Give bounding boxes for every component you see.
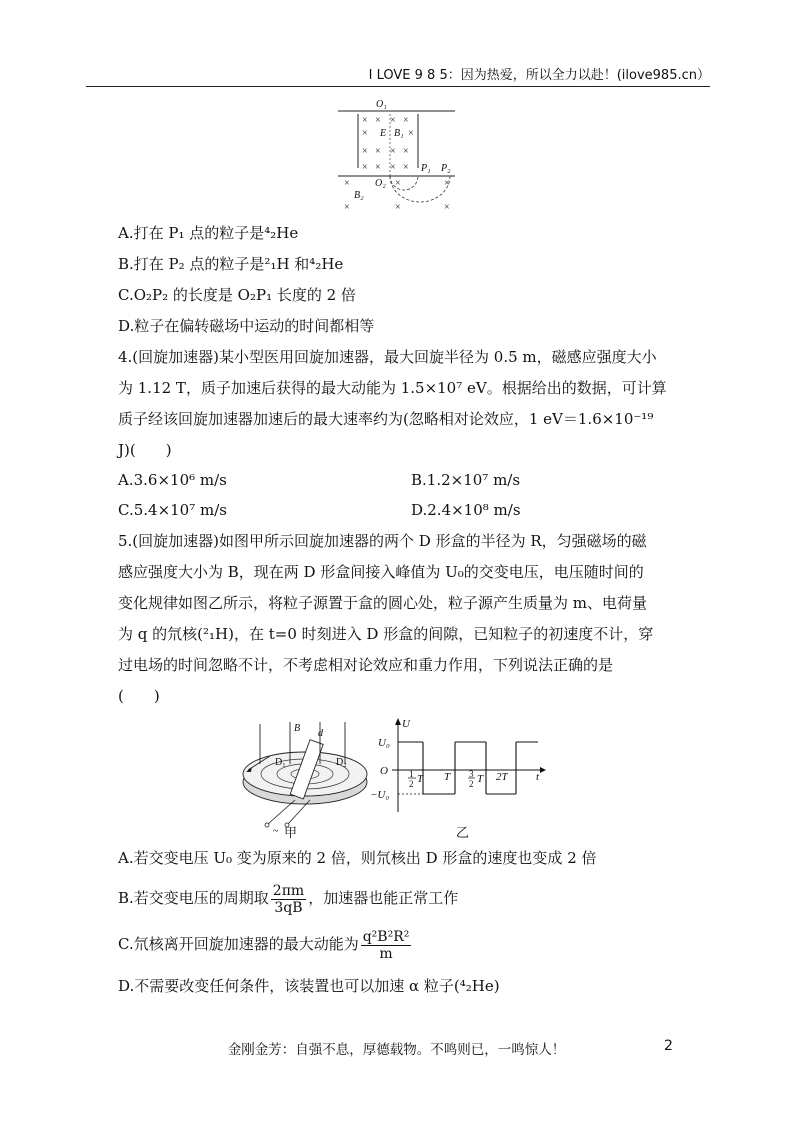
- cross-mark: ×: [403, 162, 409, 173]
- label-e: E: [380, 128, 387, 139]
- fraction-2pim-3qb: [271, 883, 306, 916]
- cross-mark: ×: [403, 115, 409, 126]
- tick-u0: U₀: [378, 737, 390, 749]
- q4-option-c: C.5.4×10⁷ m/s: [118, 501, 227, 519]
- cross-mark: ×: [344, 202, 350, 213]
- label-b: B: [294, 723, 301, 734]
- cross-mark: ×: [444, 178, 450, 189]
- fraction-numerator: 2πm: [272, 882, 305, 899]
- figure-caption-jia: 甲: [284, 826, 298, 841]
- voltage-time-graph: [368, 716, 548, 816]
- label-d: d: [318, 728, 323, 739]
- q4-stem-line4: J)( ): [118, 441, 172, 459]
- q5-option-c: [118, 926, 413, 962]
- label-p1: P₁: [421, 163, 431, 174]
- tick-threehalf-den: 2: [469, 779, 474, 789]
- q4-option-b: B.1.2×10⁷ m/s: [411, 471, 521, 489]
- q3-option-b: B.打在 P₂ 点的粒子是²₁H 和⁴₂He: [118, 255, 344, 273]
- axis-label-t: t: [536, 771, 540, 783]
- q5-option-b-text: B.若交变电压的周期取: [118, 889, 269, 907]
- cross-mark: ×: [362, 115, 368, 126]
- label-b2: B₂: [354, 190, 364, 201]
- q5-stem-line4: 为 q 的氘核(²₁H)，在 t=0 时刻进入 D 形盒的间隙，已知粒子的初速度不计，穿: [118, 625, 654, 643]
- q4-stem-line3: 质子经该回旋加速器加速后的最大速率约为(忽略相对论效应，1 eV＝1.6×10⁻¹⁹: [118, 410, 654, 428]
- cross-mark: ×: [375, 146, 381, 157]
- q4-option-d: D.2.4×10⁸ m/s: [411, 501, 521, 519]
- cross-mark: ×: [375, 115, 381, 126]
- cross-mark: ×: [362, 146, 368, 157]
- cross-mark: ×: [375, 162, 381, 173]
- q5-option-a: A.若交变电压 U₀ 变为原来的 2 倍，则氘核出 D 形盒的速度也变成 2 倍: [118, 849, 597, 867]
- cross-mark: ×: [390, 146, 396, 157]
- axis-label-u: U: [402, 718, 410, 730]
- q4-stem-line2: 为 1.12 T，质子加速后获得的最大动能为 1.5×10⁷ eV。根据给出的数据，可计算: [118, 379, 667, 397]
- q5-stem-line5: 过电场的时间忽略不计，不考虑相对论效应和重力作用，下列说法正确的是: [118, 656, 614, 674]
- label-d2: D₂: [336, 757, 347, 768]
- page-number: 2: [664, 1038, 673, 1054]
- fraction-denominator: 3qB: [274, 899, 303, 916]
- label-o2: O₂: [375, 178, 386, 189]
- label-d1: D₁: [275, 757, 286, 768]
- q3-option-a: A.打在 P₁ 点的粒子是⁴₂He: [118, 224, 299, 242]
- tick-half-num: 1: [409, 769, 414, 779]
- q4-stem-line1: 4.(回旋加速器)某小型医用回旋加速器，最大回旋半径为 0.5 m，磁感应强度大小: [118, 348, 657, 366]
- figure-caption-yi: 乙: [456, 826, 470, 841]
- tick-half-den: 2: [409, 779, 414, 789]
- tick-t: T: [444, 771, 451, 783]
- q4-option-a: A.3.6×10⁶ m/s: [118, 471, 227, 489]
- cross-mark: ×: [362, 162, 368, 173]
- q3-option-d: D.粒子在偏转磁场中运动的时间都相等: [118, 317, 375, 335]
- q5-stem-line3: 变化规律如图乙所示，将粒子源置于盒的圆心处，粒子源产生质量为 m、电荷量: [118, 594, 647, 612]
- q5-option-d: D.不需要改变任何条件，该装置也可以加速 α 粒子(⁴₂He): [118, 977, 500, 995]
- origin-o: O: [380, 765, 388, 777]
- q3-option-c: C.O₂P₂ 的长度是 O₂P₁ 长度的 2 倍: [118, 286, 356, 304]
- header-rule: [86, 86, 710, 87]
- q5-option-b-text-end: ，加速器也能正常工作: [308, 889, 459, 907]
- tick-neg-u0: −U₀: [370, 789, 390, 801]
- cyclotron-figure: [240, 712, 370, 836]
- mass-spectrometer-figure: [330, 92, 470, 216]
- q5-option-c-text: C.氘核离开回旋加速器的最大动能为: [118, 935, 359, 953]
- q5-stem-line2: 感应强度大小为 B，现在两 D 形盒间接入峰值为 U₀的交变电压，电压随时间的: [118, 563, 644, 581]
- tick-half-t: T: [417, 773, 424, 785]
- label-ac-tilde: ~: [273, 826, 279, 836]
- q5-stem-line1: 5.(回旋加速器)如图甲所示回旋加速器的两个 D 形盒的半径为 R，匀强磁场的磁: [118, 532, 647, 550]
- tick-2t: 2T: [496, 771, 508, 783]
- label-o1: O₁: [376, 99, 387, 110]
- tick-threehalf-t: T: [477, 773, 484, 785]
- label-p2: P₂: [441, 163, 451, 174]
- cross-mark: ×: [395, 202, 401, 213]
- cross-mark: ×: [444, 202, 450, 213]
- cross-mark: ×: [390, 115, 396, 126]
- cross-mark: ×: [395, 178, 401, 189]
- cross-mark: ×: [408, 128, 414, 139]
- page-header: I LOVE 9 8 5：因为热爱，所以全力以赴！(ilove985.cn）: [368, 68, 710, 83]
- fraction-denominator: m: [379, 945, 393, 962]
- cross-mark: ×: [362, 128, 368, 139]
- fraction-numerator: q²B²R²: [362, 928, 410, 945]
- q5-option-b: [118, 880, 458, 916]
- label-b1: B₁: [394, 128, 404, 139]
- cross-mark: ×: [390, 162, 396, 173]
- fraction-max-kinetic-energy: [361, 929, 412, 962]
- q5-stem-line6: ( ): [118, 687, 160, 705]
- tick-threehalf-num: 3: [469, 769, 474, 779]
- cross-mark: ×: [344, 178, 350, 189]
- cross-mark: ×: [403, 146, 409, 157]
- footer-motto: 金刚金芳：自强不息，厚德载物。不鸣则已，一鸣惊人！: [227, 1042, 566, 1058]
